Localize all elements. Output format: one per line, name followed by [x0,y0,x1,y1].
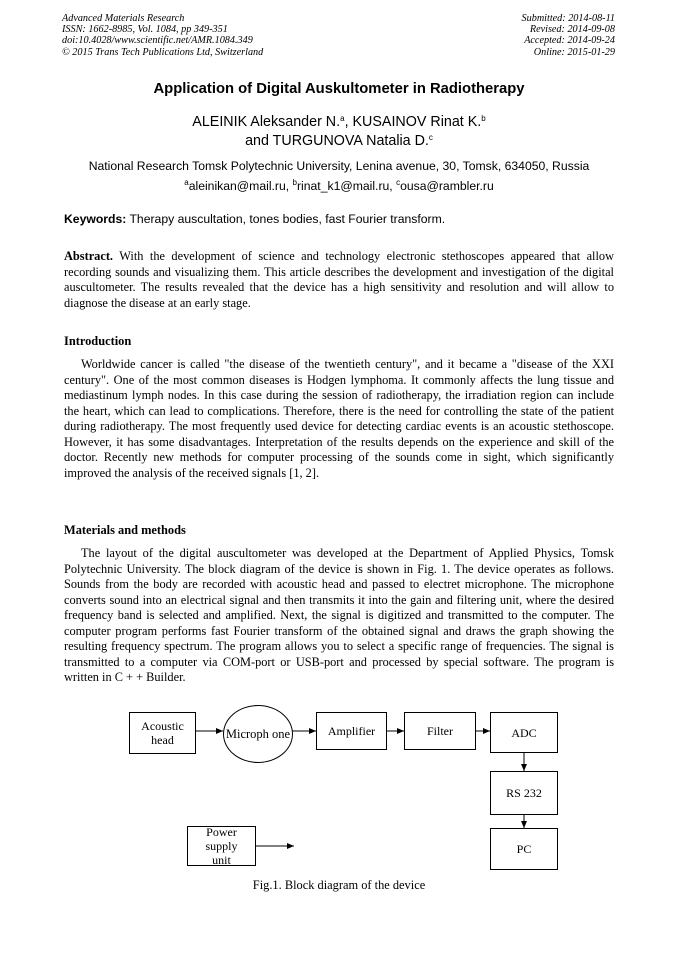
acoustic-head-block: Acoustic head [129,712,196,754]
amplifier-block: Amplifier [316,712,387,750]
revised-date: Revised: 2014-09-08 [529,24,615,36]
author-3-sup: c [428,133,433,142]
microphone-block: Microph one [223,705,293,763]
accepted-date: Accepted: 2014-09-24 [524,35,615,47]
author-1: ALEINIK Aleksander N. [192,114,341,130]
author-and: and [245,133,273,149]
introduction-heading: Introduction [64,334,132,348]
rs232-block: RS 232 [490,771,558,815]
copyright: © 2015 Trans Tech Publications Ltd, Switzerland [62,46,264,58]
doi: doi:10.4028/www.scientific.net/AMR.1084.349 [62,35,253,47]
pc-block: PC [490,828,558,870]
email-c[interactable]: ousa@rambler.ru [400,179,494,193]
figure-caption: Fig.1. Block diagram of the device [252,878,426,892]
author-1-sup: a [340,114,345,123]
email-c-sup: c [396,178,401,187]
introduction-text: Worldwide cancer is called "the disease of the twentieth century", and it became a "disease of the XXI century". One of the most common diseases is Hodgen lymphoma. It commonly affects the lung tissue and mediastinum lymph nodes. In this case during the session of radiotherapy, the irradiation region can include the heart, which can lead to complications. Therefore, there is the need for controlling the state of the patient during radiotherapy. The most frequently used device for detecting cardiac events is an acoustic stethoscope. However, it has some disadvantages. Interpretation of the results depends on the experience and skill of the doctor. Recently new methods for computer processing of the sounds come in sight, which significantly improved the analysis of the received signals [1, 2]. [64,357,614,480]
submitted-date: Submitted: 2014-08-11 [521,13,615,24]
issn: ISSN: 1662-8985, Vol. 1084, pp 349-351 [62,24,228,36]
abstract-label: Abstract. [64,249,114,263]
author-3: TURGUNOVA Natalia D. [272,133,429,149]
author-2-sup: b [481,114,486,123]
filter-block: Filter [404,712,476,750]
author-2: KUSAINOV Rinat K. [352,114,482,130]
paper-title: Application of Digital Auskultometer in Radiotherapy [153,81,525,97]
email-b-sup: b [292,178,297,187]
methods-heading: Materials and methods [64,523,186,537]
email-b[interactable]: rinat_k1@mail.ru, [296,179,397,193]
methods-text: The layout of the digital auscultometer was developed at the Department of Applied Physics, Tomsk Polytechnic University. The block diagram of the device is shown in Fig. 1. The device operates as follows. Sounds from the body are recorded with acoustic head and passed to electret microphone. The microphone converts sound into an electrical signal and then transmits it into the gain and filtering unit, where the desired frequency band is selected and amplified. Next, the signal is digitized and transmitted to the computer. The computer program performs fast Fourier transform of the obtained signal and draws the graph showing the resulting frequency spectrum. The program allows you to select a specific range of frequencies. The signal is transmitted to a computer via COM-port or USB-port and processed by special software. The program is written in C + + Builder. [64,546,614,685]
email-a-sup: a [184,178,189,187]
keywords-label: Keywords: [64,212,127,226]
abstract-text: With the development of science and technology electronic stethoscopes appeared that allow recording sounds and visualizing them. This article describes the development and investigation of the digital auscultometer. The results revealed that the device has a high sensitivity and resolution and will allow to diagnose the disease at an early stage. [64,249,614,310]
power-supply-block: Power supply unit [187,826,256,866]
email-a[interactable]: aleinikan@mail.ru, [188,179,293,193]
affiliation: National Research Tomsk Polytechnic University, Lenina avenue, 30, Tomsk, 634050, Russia [88,159,590,173]
adc-block: ADC [490,712,558,753]
keywords-text: Therapy auscultation, tones bodies, fast Fourier transform. [126,212,446,226]
journal-name: Advanced Materials Research [62,13,185,24]
online-date: Online: 2015-01-29 [533,46,615,58]
author-separator: , [344,114,353,130]
